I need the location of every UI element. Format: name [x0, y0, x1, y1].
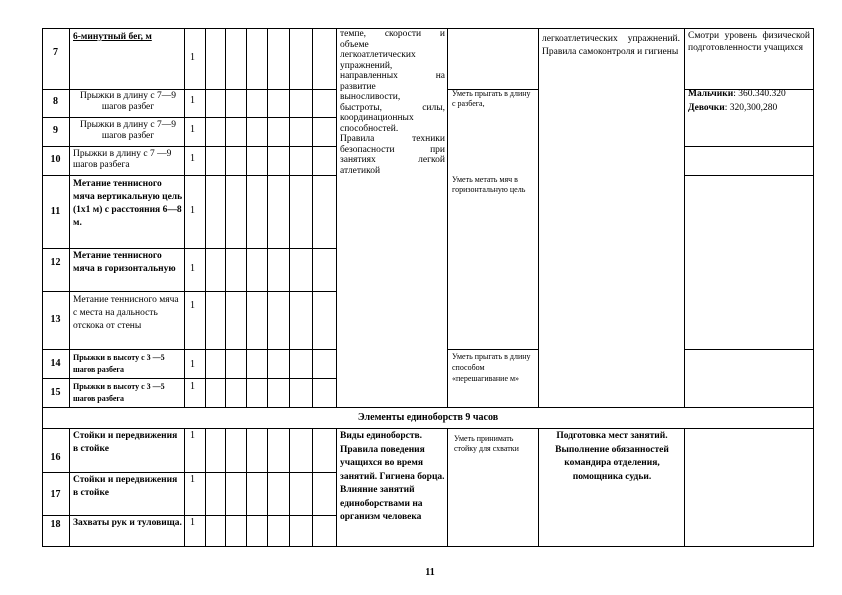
hours-value: 1	[190, 430, 195, 441]
hours-value: 1	[190, 517, 195, 528]
row-number: 10	[50, 154, 61, 165]
girls-label: Девочки	[688, 103, 725, 113]
content-line: быстроты, силы,	[340, 102, 445, 113]
knowledge-text: легкоатлетических упражнений. Правила самоконтроля и гигиены	[542, 34, 680, 57]
content-line: способностей.	[340, 123, 399, 134]
row-number: 13	[50, 314, 61, 325]
row-number: 11	[50, 206, 61, 217]
boys-standards	[688, 89, 812, 100]
hours-value: 1	[190, 263, 195, 274]
boys-values: : 360.340.320	[733, 89, 786, 99]
content-line: атлетикой	[340, 165, 381, 176]
content-line: развитие	[340, 81, 376, 92]
knowledge-text: Подготовка мест занятий. Выполнение обязанностей командира отделения, помощника судьи.	[555, 431, 669, 482]
row-number: 12	[50, 257, 61, 268]
content-text-a	[340, 29, 445, 176]
activity-name: Прыжки в длину с 7—9 шагов разбег	[80, 91, 176, 112]
hours-value: 1	[190, 300, 195, 311]
skill-text: Уметь прыгать в длину с разбега,	[452, 89, 531, 108]
boys-label: Мальчики	[688, 89, 734, 99]
skill-text: Уметь метать мяч в горизонтальную цель	[452, 175, 526, 194]
hours-value: 1	[190, 95, 195, 106]
row-number: 16	[50, 452, 61, 463]
content-line: упражнений,	[340, 60, 393, 71]
control-text: Смотри уровень физической подготовленности учащихся	[688, 31, 810, 53]
content-line: безопасности при	[340, 144, 445, 155]
activity-name: Метание теннисного мяча с места на дальность отскока от стены	[73, 295, 179, 331]
hours-value: 1	[190, 124, 195, 135]
row-number: 15	[50, 387, 61, 398]
content-line: выносливости,	[340, 92, 401, 102]
activity-name: Прыжки в длину с 7 —9 шагов разбега	[73, 149, 172, 170]
girls-standards	[688, 103, 812, 114]
content-line: легкоатлетических	[340, 50, 416, 60]
skill-text: Уметь принимать стойку для схватки	[454, 434, 519, 453]
page-number: 11	[425, 567, 435, 578]
content-line: темпе, скорости и	[340, 29, 445, 39]
activity-name: Прыжки в высоту с 3 —5 шагов разбега	[73, 382, 165, 403]
hours-value: 1	[190, 153, 195, 164]
row-number: 14	[50, 358, 61, 369]
hours-value: 1	[190, 474, 195, 485]
activity-name: Метание теннисного мяча вертикальную цель (1х1 м) с расстояния 6—8 м.	[73, 179, 183, 228]
activity-name: Метание теннисного мяча в горизонтальную	[73, 251, 176, 274]
content-line: Правила техники	[340, 134, 445, 144]
hours-value: 1	[190, 381, 195, 392]
activity-name: Прыжки в длину с 7—9 шагов разбег	[80, 120, 176, 141]
activity-name: 6-минутный бег, м	[73, 32, 152, 42]
row-number: 8	[53, 96, 58, 107]
activity-name: Стойки и передвижения в стойке	[73, 475, 178, 498]
content-line: занятиях легкой	[340, 155, 445, 165]
row-number: 17	[50, 489, 61, 500]
row-number: 9	[53, 125, 58, 136]
girls-values: : 320,300,280	[724, 103, 778, 113]
activity-name: Прыжки в высоту с 3 —5 шагов разбега	[73, 353, 165, 374]
content-line: направленных на	[340, 71, 445, 81]
activity-name: Стойки и передвижения в стойке	[73, 431, 178, 454]
hours-value: 1	[190, 52, 195, 63]
activity-name: Захваты рук и туловища.	[73, 518, 182, 528]
skill-text: Уметь прыгать в длину способом «перешагивание м»	[452, 352, 531, 383]
row-number: 18	[50, 519, 61, 530]
content-text-b: Виды единоборств. Правила поведения учащихся во время занятий. Гигиена борца. Влияние занятий единоборствами на организм человека	[340, 431, 445, 522]
hours-value: 1	[190, 205, 195, 216]
hours-value: 1	[190, 359, 195, 370]
row-number: 7	[53, 47, 58, 58]
section-title: Элементы единоборств 9 часов	[357, 412, 499, 423]
content-line: координационных	[340, 113, 414, 123]
content-line: объеме	[340, 39, 369, 50]
